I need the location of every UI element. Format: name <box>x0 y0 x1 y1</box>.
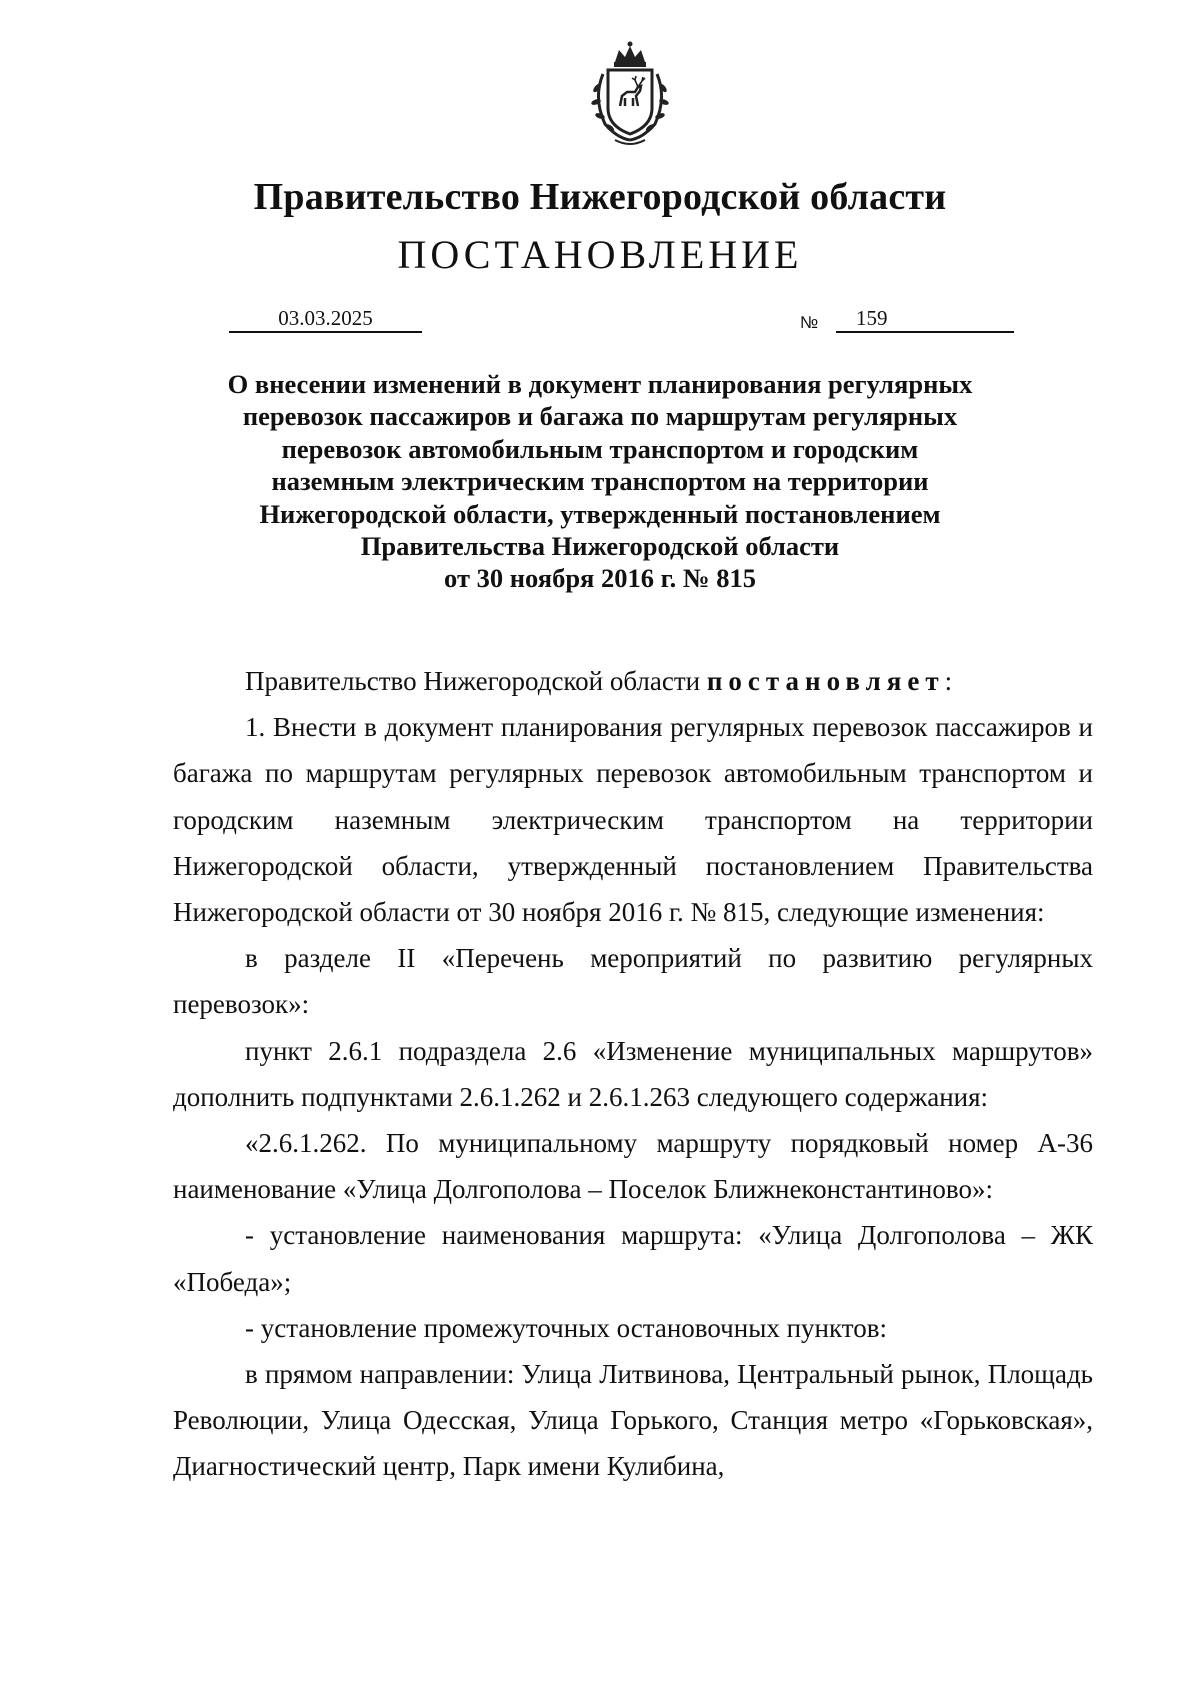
paragraph-5: - установление наименования маршрута: «Улица Долгополова – ЖК «Победа»; <box>173 1220 1093 1297</box>
enacting-clause-colon: : <box>944 666 953 696</box>
coat-of-arms-icon <box>575 40 685 148</box>
paragraph-4: «2.6.1.262. По муниципальному маршруту порядковый номер А-36 наименование «Улица Долгополова – Поселок Ближнеконстантиново»: <box>173 1128 1093 1205</box>
paragraph-2: в разделе II «Перечень мероприятий по развитию регулярных перевозок»: <box>173 943 1093 1020</box>
enacting-clause-verb: постановляет <box>706 666 945 696</box>
document-type: ПОСТАНОВЛЕНИЕ <box>397 232 803 277</box>
enacting-clause <box>173 658 1093 704</box>
paragraph-3: пункт 2.6.1 подраздела 2.6 «Изменение муниципальных маршрутов» дополнить подпунктами 2.6.1.262 и 2.6.1.263 следующего содержания: <box>173 1035 1093 1112</box>
paragraph-1: 1. Внести в документ планирования регулярных перевозок пассажиров и багажа по маршрутам регулярных перевозок автомобильным транспортом и городским наземным электрическим транспортом на территории Нижегородской области, утвержденный постановлением Правительства Нижегородской области от 30 ноября 2016 г. № 815, следующие изменения: <box>173 712 1093 928</box>
document-number-field <box>836 305 1014 333</box>
document-number: 159 <box>856 306 888 330</box>
organization-title: Правительство Нижегородской области <box>253 176 947 218</box>
document-date: 03.03.2025 <box>229 305 422 333</box>
number-sign: № <box>800 313 819 332</box>
paragraph-6: - установление промежуточных остановочных пунктов: <box>245 1312 887 1343</box>
paragraph-7: в прямом направлении: Улица Литвинова, Центральный рынок, Площадь Революции, Улица Одесская, Улица Горького, Станция метро «Горьковская», Диагностический центр, Парк имени Кулибина, <box>173 1359 1093 1482</box>
document-subject: О внесении изменений в документ планирования регулярных перевозок пассажиров и багажа по маршрутам регулярных перевозок автомобильным транспортом и городским наземным электрическим транспортом на территории Нижегородской области, утвержденный постановлением Правительства Нижегородской области от 30 ноября 2016 г. № 815 <box>227 369 973 594</box>
enacting-clause-subject: Правительство Нижегородской области <box>245 666 707 696</box>
document-body <box>173 658 1093 1490</box>
